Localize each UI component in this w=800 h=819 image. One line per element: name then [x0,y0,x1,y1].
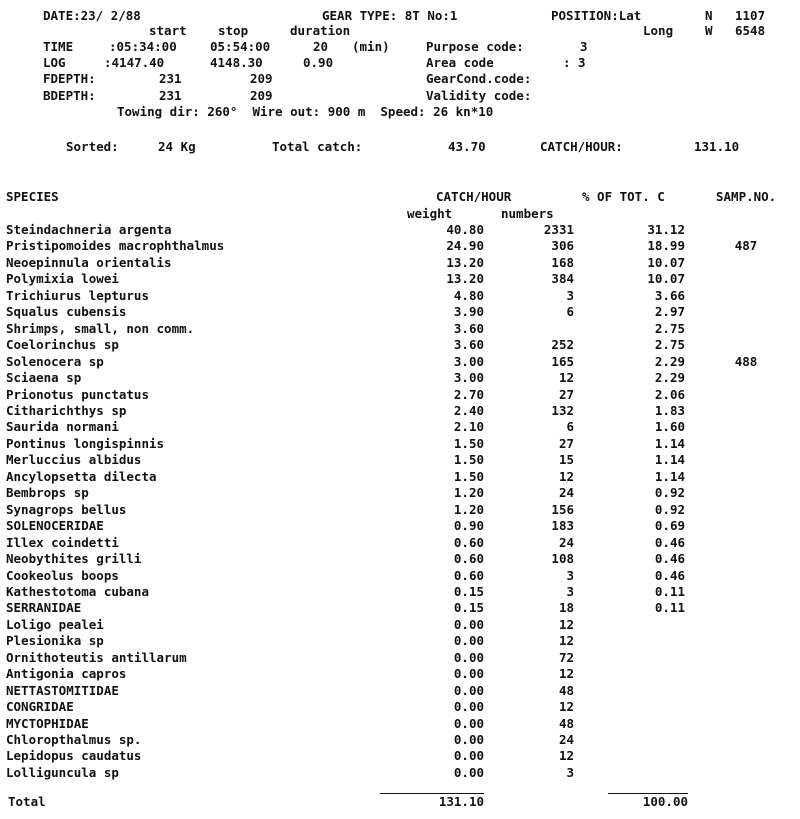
log-stop: 4148.30 [210,55,263,70]
pct-value: 0.46 [654,567,685,583]
species-name: CONGRIDAE [6,699,74,714]
pct-value: 0.92 [654,501,685,517]
species-name: Bembrops sp [6,485,89,501]
species-name: Ancylopsetta dilecta [6,468,157,484]
weight-value: 1.50 [453,435,484,451]
species-name: Sciaena sp [6,370,82,385]
pct-value: 0.11 [654,600,685,616]
pct-value: 0.46 [654,534,685,550]
species-name: Neobythites grilli [6,551,142,566]
weight-value: 24.90 [446,238,484,254]
numbers-value: 3 [566,567,574,583]
total-catch-value: 43.70 [448,139,486,154]
numbers-value: 165 [551,353,574,369]
weight-value: 13.20 [446,271,484,287]
species-name: Solenocera sp [6,353,104,369]
numbers-value: 3 [566,583,574,599]
numbers-value: 12 [558,666,574,682]
numbers-value: 108 [551,551,574,566]
total-pct: 100.00 [642,794,688,809]
weight-value: 2.40 [453,402,484,418]
species-name: Antigonia capros [6,666,127,682]
weight-value: 0.60 [453,534,484,550]
numbers-value: 48 [558,715,574,731]
samp-value: 487 [734,238,758,254]
catch-hour-header: CATCH/HOUR [436,189,512,204]
species-name: Coelorinchus sp [6,337,119,353]
species-name: Neoepinnula orientalis [6,254,172,270]
pct-value: 3.66 [654,287,685,303]
numbers-value: 24 [558,485,574,501]
pct-value: 0.11 [654,583,685,599]
species-name: Cookeolus boops [6,567,119,583]
pct-value: 2.75 [654,320,685,336]
weight-value: 0.15 [453,583,484,599]
numbers-value: 12 [558,748,574,764]
numbers-value: 156 [551,501,574,517]
weight-value: 3.60 [453,320,484,336]
species-name: Illex coindetti [6,534,119,550]
weight-value: 0.00 [453,715,484,731]
pct-value: 2.75 [654,337,685,353]
numbers-value: 168 [551,254,574,270]
species-name: Ornithoteutis antillarum [6,649,187,665]
species-name: Plesionika sp [6,633,104,649]
sorted-label: Sorted: [66,139,119,154]
weight-value: 4.80 [453,287,484,303]
numbers-value: 15 [558,452,574,468]
pct-value: 10.07 [647,271,685,287]
total-weight: 131.10 [438,794,484,809]
numbers-value: 252 [551,337,574,353]
species-name: Shrimps, small, non comm. [6,320,195,336]
numbers-value: 6 [566,304,574,320]
weight-value: 0.60 [453,551,484,566]
log-label: LOG [43,55,66,70]
species-name: Polymixia lowei [6,271,119,287]
weight-value: 0.00 [453,649,484,665]
species-name: Kathestotoma cubana [6,583,149,599]
weight-value: 0.00 [453,633,484,649]
pct-header: % OF TOT. C [582,189,665,204]
position-label: POSITION:Lat [551,8,642,23]
pct-value: 2.97 [654,304,685,320]
weight-value: 2.10 [453,419,484,435]
col-duration: duration [290,23,351,38]
species-name: Steindachneria argenta [6,222,172,237]
numbers-value: 2331 [543,222,574,237]
species-name: Prionotus punctatus [6,386,149,402]
weight-value: 0.00 [453,732,484,747]
numbers-value: 306 [551,238,574,254]
weight-value: 3.90 [453,304,484,320]
time-label: TIME [43,39,74,54]
pct-value: 2.06 [654,386,685,402]
gear-type: GEAR TYPE: 8T No:1 [322,8,458,23]
col-start: start [149,23,187,38]
species-name: Synagrops bellus [6,501,127,517]
species-name: Lolliguncula sp [6,764,119,780]
numbers-value: 3 [566,287,574,303]
weight-value: 0.00 [453,616,484,632]
weight-value: 1.20 [453,485,484,501]
species-name: Loligo pealei [6,616,104,632]
weight-header: weight [407,206,453,221]
species-name: MYCTOPHIDAE [6,715,89,731]
weight-value: 1.50 [453,468,484,484]
pct-value: 31.12 [647,222,685,237]
numbers-value: 18 [558,600,574,616]
pct-value: 1.14 [654,452,685,468]
species-name: Lepidopus caudatus [6,748,142,764]
weight-value: 2.70 [453,386,484,402]
pct-value: 18.99 [647,238,685,254]
numbers-value: 24 [558,732,574,747]
log-duration: 0.90 [303,55,334,70]
weight-value: 0.00 [453,666,484,682]
species-name: Merluccius albidus [6,452,142,468]
numbers-value: 72 [558,649,574,665]
time-unit: (min) [352,39,390,54]
samp-value: 488 [734,353,758,369]
date: DATE:23/ 2/88 [43,8,141,23]
weight-value: 0.60 [453,567,484,583]
numbers-value: 12 [558,633,574,649]
bdepth-label: BDEPTH: [43,88,96,103]
bdepth-stop: 209 [250,88,273,103]
species-name: SOLENOCERIDAE [6,518,104,534]
lat-hemisphere: N [705,8,713,23]
lat-value: 1107 [735,8,766,23]
weight-value: 3.60 [453,337,484,353]
weight-value: 0.90 [453,518,484,534]
pct-value: 1.60 [654,419,685,435]
numbers-value: 27 [558,386,574,402]
numbers-value: 6 [566,419,574,435]
weight-value: 40.80 [446,222,484,237]
species-name: NETTASTOMITIDAE [6,682,119,698]
weight-value: 0.00 [453,682,484,698]
numbers-value: 132 [551,402,574,418]
pct-value: 0.69 [654,518,685,534]
validity-label: Validity code: [426,88,532,103]
pct-value: 2.29 [654,353,685,369]
sorted-value: 24 Kg [158,139,196,154]
numbers-value: 12 [558,468,574,484]
bdepth-start: 231 [159,88,182,103]
samp-header: SAMP.NO. [716,189,777,204]
time-start: :05:34:00 [109,39,177,54]
species-name: Citharichthys sp [6,402,127,418]
numbers-header: numbers [501,206,554,221]
numbers-value: 48 [558,682,574,698]
numbers-value: 183 [551,518,574,534]
weight-value: 0.00 [453,748,484,764]
long-value: 6548 [735,23,766,38]
fdepth-label: FDEPTH: [43,71,96,86]
catch-hour-value: 131.10 [694,139,740,154]
total-label: Total [8,794,46,809]
area-label: Area code [426,55,494,70]
pct-value: 10.07 [647,254,685,270]
col-stop: stop [218,23,249,38]
towing-line: Towing dir: 260° Wire out: 900 m Speed: 26 kn*10 [117,104,494,119]
pct-value: 1.14 [654,435,685,451]
numbers-value: 12 [558,616,574,632]
species-header: SPECIES [6,189,59,204]
gearcond-label: GearCond.code: [426,71,532,86]
weight-value: 1.20 [453,501,484,517]
pct-value: 2.29 [654,370,685,385]
weight-value: 0.00 [453,764,484,780]
pct-value: 0.46 [654,551,685,566]
pct-value: 1.14 [654,468,685,484]
species-name: Squalus cubensis [6,304,127,320]
species-name: Pristipomoides macrophthalmus [6,238,225,254]
long-hemisphere: W [705,23,713,38]
numbers-value: 12 [558,699,574,714]
log-start: :4147.40 [104,55,165,70]
pct-value: 0.92 [654,485,685,501]
species-name: Pontinus longispinnis [6,435,165,451]
weight-value: 0.00 [453,699,484,714]
weight-value: 0.15 [453,600,484,616]
weight-value: 13.20 [446,254,484,270]
weight-value: 3.00 [453,353,484,369]
total-catch-label: Total catch: [272,139,363,154]
time-duration: 20 [313,39,329,54]
weight-value: 3.00 [453,370,484,385]
numbers-value: 27 [558,435,574,451]
species-name: Chloropthalmus sp. [6,732,142,747]
species-name: SERRANIDAE [6,600,82,616]
fdepth-start: 231 [159,71,182,86]
purpose-label: Purpose code: [426,39,524,54]
weight-value: 1.50 [453,452,484,468]
numbers-value: 12 [558,370,574,385]
purpose-value: 3 [580,39,588,54]
pct-value: 1.83 [654,402,685,418]
species-name: Saurida normani [6,419,119,435]
numbers-value: 3 [566,764,574,780]
species-name: Trichiurus lepturus [6,287,149,303]
fdepth-stop: 209 [250,71,273,86]
time-stop: 05:54:00 [210,39,271,54]
long-label: Long [643,23,674,38]
numbers-value: 384 [551,271,574,287]
catch-hour-label: CATCH/HOUR: [540,139,623,154]
numbers-value: 24 [558,534,574,550]
area-value: : 3 [563,55,586,70]
